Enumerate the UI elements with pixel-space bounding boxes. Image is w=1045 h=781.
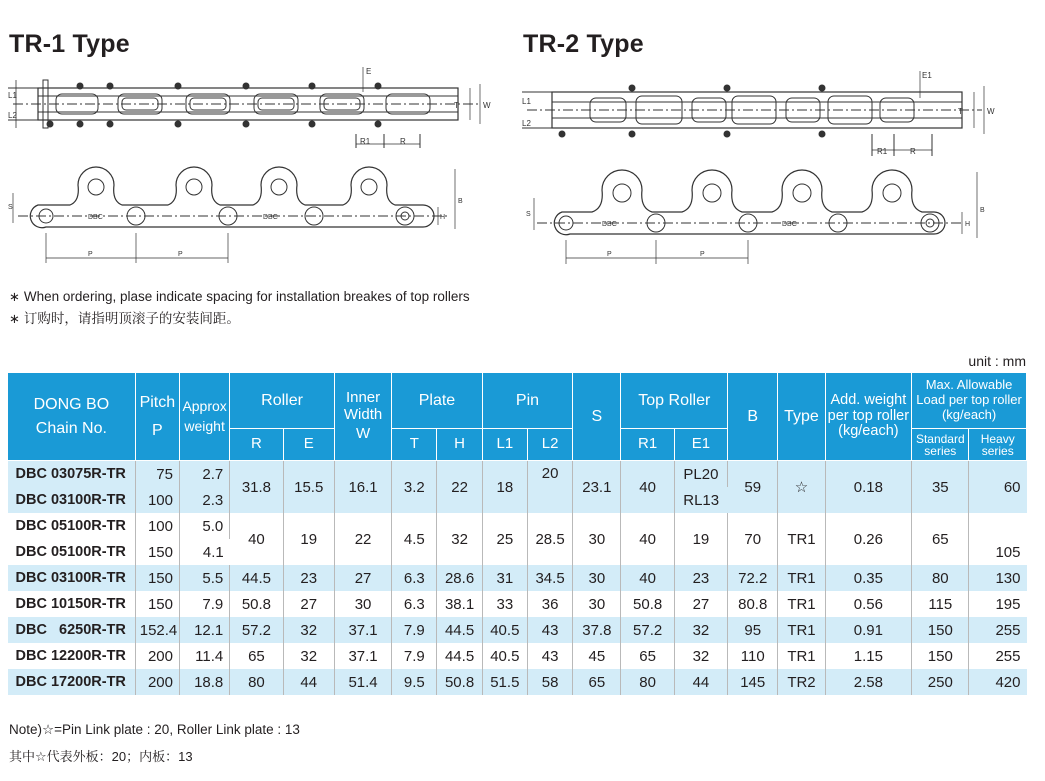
weight-cell: 7.9: [179, 591, 229, 617]
tr2-label-r: R: [910, 147, 916, 156]
top-r1-cell: 57.2: [621, 617, 674, 643]
s-cell: 23.1: [573, 461, 621, 514]
note-bullet-2: ∗: [9, 311, 20, 326]
pitch-cell: 200: [135, 669, 179, 695]
standard-load-cell: 150: [912, 617, 969, 643]
tr2-label-b: B: [980, 207, 985, 214]
roller-r-cell: 40: [230, 513, 283, 565]
ordering-note-zh: [9, 307, 240, 327]
roller-e-cell: 32: [283, 643, 334, 669]
roller-e-cell: 19: [283, 513, 334, 565]
roller-r-cell: 31.8: [230, 461, 283, 514]
s-cell: 37.8: [573, 617, 621, 643]
chain-no-cell: DBC 17200R-TR: [8, 669, 136, 695]
plate-h-cell: 32: [437, 513, 482, 565]
pitch-cell: 150: [135, 591, 179, 617]
tr2-label-p-1: P: [607, 251, 612, 258]
header-pin: Pin: [482, 373, 573, 429]
header-plate-t: T: [392, 429, 437, 461]
weight-cell: 11.4: [179, 643, 229, 669]
table-row: [8, 591, 1027, 617]
inner-width-cell: 37.1: [334, 643, 391, 669]
top-e1-cell: 23: [674, 565, 727, 591]
header-heavy-line2: series: [981, 443, 1014, 458]
pin-l2-cell: 28.5: [527, 513, 572, 565]
tr2-label-r1: R1: [877, 147, 888, 156]
header-pitch-label: Pitch: [139, 393, 176, 411]
pin-l1-cell: 40.5: [482, 643, 527, 669]
roller-e-cell: 27: [283, 591, 334, 617]
chain-no-cell: DBC 05100R-TR: [8, 513, 136, 539]
top-e1-cell: 32: [674, 617, 727, 643]
s-cell: 30: [573, 591, 621, 617]
header-add-weight-line1: Add. weight: [830, 391, 907, 408]
header-heavy-line1: Heavy: [980, 431, 1015, 446]
inner-width-cell: 22: [334, 513, 391, 565]
header-chain-no-line1: DONG BO: [33, 395, 110, 413]
top-r1-cell: 65: [621, 643, 674, 669]
chain-no-cell: DBC 03100R-TR: [8, 487, 136, 513]
header-approx-weight-line2: weight: [184, 417, 225, 434]
tr2-label-l1: L1: [522, 97, 531, 106]
header-inner-width-line1: Inner: [345, 389, 381, 407]
header-max-load-line3: (kg/each): [941, 406, 997, 422]
chain-no-cell: DBC 12200R-TR: [8, 643, 136, 669]
tr1-label-w: W: [483, 101, 491, 110]
chain-no-cell: DBC 05100R-TR: [8, 539, 136, 565]
weight-cell: 5.5: [179, 565, 229, 591]
header-max-load: [912, 373, 1027, 429]
weight-cell: 2.7: [179, 461, 229, 488]
s-cell: 30: [573, 513, 621, 565]
s-cell: 45: [573, 643, 621, 669]
type-cell: TR1: [778, 513, 825, 565]
pitch-cell: 200: [135, 643, 179, 669]
tr2-label-dbc-1: DBC: [602, 221, 617, 228]
weight-cell: 4.1: [179, 539, 229, 565]
top-r1-cell: 50.8: [621, 591, 674, 617]
tr2-label-p-2: P: [700, 251, 705, 258]
header-standard-line2: series: [924, 443, 957, 458]
plate-h-cell: 44.5: [437, 617, 482, 643]
top-e1-cell: 32: [674, 643, 727, 669]
pitch-cell: 100: [135, 513, 179, 539]
plate-t-cell: 3.2: [392, 461, 437, 514]
header-add-weight: [825, 373, 912, 461]
tr1-label-l2: L2: [8, 111, 17, 120]
tr1-label-s: S: [8, 204, 13, 211]
header-max-load-line2: Load per top roller: [916, 392, 1022, 408]
chain-no-cell: DBC 10150R-TR: [8, 591, 136, 617]
header-type: Type: [778, 373, 825, 461]
table-row: [8, 643, 1027, 669]
heavy-load-cell: 420: [969, 669, 1027, 695]
add-weight-cell: 0.26: [825, 513, 912, 565]
tr2-label-e1: E1: [922, 71, 932, 80]
b-cell: 72.2: [728, 565, 778, 591]
header-approx-weight-line1: Approx: [182, 398, 227, 415]
b-cell: 59: [728, 461, 778, 514]
header-roller-r: R: [230, 429, 283, 461]
tr2-label-t: T: [958, 107, 963, 116]
pin-l2-cell: 43: [527, 617, 572, 643]
footnote-en: Note)☆=Pin Link plate : 20, Roller Link plate : 13: [9, 722, 300, 737]
tr2-side-view-drawing: [522, 168, 1002, 268]
plate-t-cell: 7.9: [392, 617, 437, 643]
pin-l1-cell: 31: [482, 565, 527, 591]
header-s: S: [573, 373, 621, 461]
table-row: [8, 513, 1027, 539]
standard-load-cell: 250: [912, 669, 969, 695]
header-roller: Roller: [230, 373, 335, 429]
pitch-cell: 100: [135, 487, 179, 513]
inner-width-cell: 37.1: [334, 617, 391, 643]
header-inner-width-symbol: W: [355, 425, 371, 443]
inner-width-cell: 27: [334, 565, 391, 591]
heavy-load-cell: 60: [969, 461, 1027, 514]
b-cell: 70: [728, 513, 778, 565]
pin-l2-cell: 43: [527, 643, 572, 669]
header-add-weight-line3: (kg/each): [838, 423, 899, 440]
header-pitch-symbol: P: [152, 421, 163, 439]
unit-label: unit : mm: [968, 353, 1026, 369]
inner-width-cell: 51.4: [334, 669, 391, 695]
roller-r-cell: 80: [230, 669, 283, 695]
tr1-label-dbc-1: DBC: [88, 214, 103, 221]
pin-l1-cell: 33: [482, 591, 527, 617]
chain-no-cell: DBC 6250R-TR: [8, 617, 136, 643]
plate-t-cell: 6.3: [392, 591, 437, 617]
pin-l2-cell: 20: [527, 461, 572, 514]
header-roller-e: E: [283, 429, 334, 461]
note-bullet-1: ∗: [9, 289, 20, 304]
weight-cell: 2.3: [179, 487, 229, 513]
table-row: [8, 617, 1027, 643]
tr1-label-p-2: P: [178, 251, 183, 258]
tr2-label-s: S: [526, 211, 531, 218]
top-e1-cell: 44: [674, 669, 727, 695]
tr1-top-view-drawing: [8, 62, 493, 157]
ordering-note-zh-text: 订购时，请指明顶滚子的安装间距。: [23, 311, 240, 326]
b-cell: 145: [728, 669, 778, 695]
pitch-cell: 150: [135, 539, 179, 565]
pin-l1-cell: 18: [482, 461, 527, 514]
standard-load-cell: 115: [912, 591, 969, 617]
plate-t-cell: 7.9: [392, 643, 437, 669]
b-cell: 110: [728, 643, 778, 669]
tr1-label-dbc-2: DBC: [263, 214, 278, 221]
standard-load-cell: 150: [912, 643, 969, 669]
plate-h-cell: 50.8: [437, 669, 482, 695]
type-cell: TR1: [778, 565, 825, 591]
add-weight-cell: 0.18: [825, 461, 912, 514]
pin-l2-cell: 36: [527, 591, 572, 617]
s-cell: 30: [573, 565, 621, 591]
tr1-label-p-1: P: [88, 251, 93, 258]
pitch-cell: 152.4: [135, 617, 179, 643]
weight-cell: 5.0: [179, 513, 229, 539]
tr1-label-l1: L1: [8, 91, 17, 100]
inner-width-cell: 16.1: [334, 461, 391, 514]
tr1-label-r1: R1: [360, 137, 371, 146]
header-pitch: [135, 373, 179, 461]
header-standard-line1: Standard: [915, 431, 965, 446]
heavy-load-cell: 195: [969, 591, 1027, 617]
pin-l1-cell: 51.5: [482, 669, 527, 695]
footnote-zh: 其中☆代表外板：20；内板：13: [9, 749, 193, 764]
tr2-label-dbc-2: DBC: [782, 221, 797, 228]
pin-l2-cell: 34.5: [527, 565, 572, 591]
roller-e-cell: 23: [283, 565, 334, 591]
b-cell: 95: [728, 617, 778, 643]
tr2-label-h: H: [965, 221, 971, 228]
header-standard-series: [912, 429, 969, 461]
roller-r-cell: 44.5: [230, 565, 283, 591]
add-weight-cell: 2.58: [825, 669, 912, 695]
add-weight-cell: 1.15: [825, 643, 912, 669]
header-plate: Plate: [392, 373, 483, 429]
pin-l1-cell: 25: [482, 513, 527, 565]
tr2-top-view-drawing: [522, 66, 1002, 161]
header-pin-l1: L1: [482, 429, 527, 461]
plate-h-cell: 44.5: [437, 643, 482, 669]
plate-h-cell: 38.1: [437, 591, 482, 617]
tr2-label-w: W: [987, 107, 995, 116]
add-weight-cell: 0.35: [825, 565, 912, 591]
tr1-side-top-rollers: [88, 179, 377, 195]
table-row: [8, 461, 1027, 488]
weight-cell: 18.8: [179, 669, 229, 695]
plate-t-cell: 4.5: [392, 513, 437, 565]
header-inner-width: [334, 373, 391, 461]
top-r1-cell: 40: [621, 565, 674, 591]
pin-l2-cell: 58: [527, 669, 572, 695]
tr2-type-title: TR-2 Type: [523, 30, 644, 58]
roller-e-cell: 44: [283, 669, 334, 695]
type-cell: ☆: [778, 461, 825, 514]
heavy-load-cell: 130: [969, 565, 1027, 591]
header-pin-l2: L2: [527, 429, 572, 461]
add-weight-cell: 0.91: [825, 617, 912, 643]
header-approx-weight: [179, 373, 229, 461]
tr1-label-r: R: [400, 137, 406, 146]
chain-no-cell: DBC 03075R-TR: [8, 461, 136, 488]
roller-e-cell: 32: [283, 617, 334, 643]
chain-no-cell: DBC 03100R-TR: [8, 565, 136, 591]
standard-load-cell: 80: [912, 565, 969, 591]
header-heavy-series: [969, 429, 1027, 461]
header-add-weight-line2: per top roller: [827, 407, 910, 424]
roller-e-cell: 15.5: [283, 461, 334, 514]
pin-l1-cell: 40.5: [482, 617, 527, 643]
heavy-load-cell: 255: [969, 643, 1027, 669]
ordering-note-en: [9, 289, 470, 305]
b-cell: 80.8: [728, 591, 778, 617]
type-cell: TR1: [778, 591, 825, 617]
plate-t-cell: 6.3: [392, 565, 437, 591]
pitch-cell: 150: [135, 565, 179, 591]
weight-cell: 12.1: [179, 617, 229, 643]
plate-h-cell: 28.6: [437, 565, 482, 591]
type-cell: TR1: [778, 617, 825, 643]
table-row: [8, 565, 1027, 591]
standard-load-cell: 35: [912, 461, 969, 514]
tr1-label-t: T: [454, 101, 459, 110]
type-cell: TR1: [778, 643, 825, 669]
standard-load-cell: 65: [912, 513, 969, 565]
plate-h-cell: 22: [437, 461, 482, 514]
top-e1-cell: 19: [674, 513, 727, 565]
type-cell: TR2: [778, 669, 825, 695]
top-e1-cell: PL20: [674, 461, 727, 488]
top-r1-cell: 40: [621, 461, 674, 514]
header-top-e1: E1: [674, 429, 727, 461]
pitch-cell: 75: [135, 461, 179, 488]
roller-r-cell: 57.2: [230, 617, 283, 643]
plate-t-cell: 9.5: [392, 669, 437, 695]
header-max-load-line1: Max. Allowable: [925, 377, 1013, 393]
header-top-r1: R1: [621, 429, 674, 461]
top-r1-cell: 80: [621, 669, 674, 695]
header-plate-h: H: [437, 429, 482, 461]
tr1-type-title: TR-1 Type: [9, 30, 130, 58]
header-b: B: [728, 373, 778, 461]
heavy-load-cell: 255: [969, 617, 1027, 643]
header-chain-no-line2: Chain No.: [35, 419, 107, 437]
tr1-side-view-drawing: [8, 163, 493, 268]
tr1-label-b: B: [458, 198, 463, 205]
heavy-load-cell: 105: [969, 513, 1027, 565]
top-e1-cell: 27: [674, 591, 727, 617]
header-chain-no: [8, 373, 136, 461]
s-cell: 65: [573, 669, 621, 695]
header-top-roller: Top Roller: [621, 373, 728, 429]
inner-width-cell: 30: [334, 591, 391, 617]
tr2-side-top-rollers: [613, 184, 901, 202]
top-e1-cell: RL13: [674, 487, 727, 513]
tr1-label-h: H: [440, 214, 446, 221]
table-row: [8, 669, 1027, 695]
add-weight-cell: 0.56: [825, 591, 912, 617]
roller-r-cell: 65: [230, 643, 283, 669]
top-r1-cell: 40: [621, 513, 674, 565]
roller-r-cell: 50.8: [230, 591, 283, 617]
chain-spec-table: [7, 372, 1027, 695]
header-inner-width-line2: Width: [343, 405, 383, 423]
tr1-label-e: E: [366, 67, 372, 76]
ordering-note-en-text: When ordering, plase indicate spacing for installation breakes of top rollers: [23, 289, 470, 304]
tr2-label-l2: L2: [522, 119, 531, 128]
